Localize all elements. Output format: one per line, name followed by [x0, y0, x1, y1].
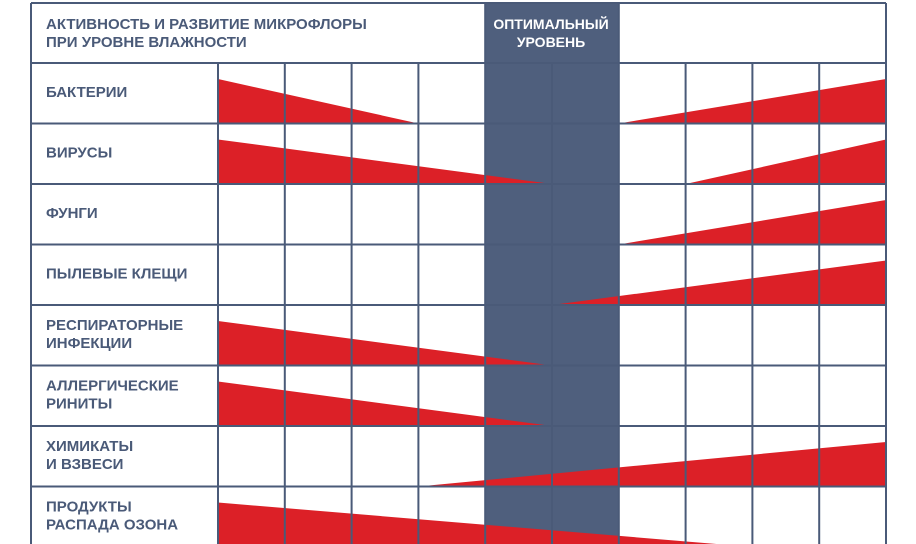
row-label-layer: [46, 84, 187, 534]
row-label: ПЫЛЕВЫЕ КЛЕЩИ: [46, 265, 188, 283]
row-label: ИНФЕКЦИИ: [46, 335, 133, 352]
row-label: РИНИТЫ: [46, 395, 113, 413]
row-label: АЛЛЕРГИЧЕСКИЕ: [46, 377, 179, 395]
optimal-level-label-line-1: ОПТИМАЛЬНЫЙ: [493, 16, 609, 32]
header-title-line-2: ПРИ УРОВНЕ ВЛАЖНОСТИ: [46, 34, 247, 51]
row-label: РЕСПИРАТОРНЫЕ: [46, 317, 184, 334]
row-label: И ВЗВЕСИ: [46, 456, 124, 473]
right-wedge: [686, 140, 886, 185]
optimal-level-label-line-2: УРОВЕНЬ: [516, 34, 586, 50]
row-label: БАКТЕРИИ: [46, 84, 128, 101]
row-label: ВИРУСЫ: [46, 144, 113, 162]
left-wedge: [218, 79, 418, 124]
row-label: ПРОДУКТЫ: [46, 498, 132, 516]
row-label: ФУНГИ: [46, 205, 98, 222]
row-label: РАСПАДА ОЗОНА: [46, 516, 179, 534]
header-title-line-1: АКТИВНОСТЬ И РАЗВИТИЕ МИКРОФЛОРЫ: [46, 16, 367, 33]
row-label: ХИМИКАТЫ: [46, 438, 134, 455]
